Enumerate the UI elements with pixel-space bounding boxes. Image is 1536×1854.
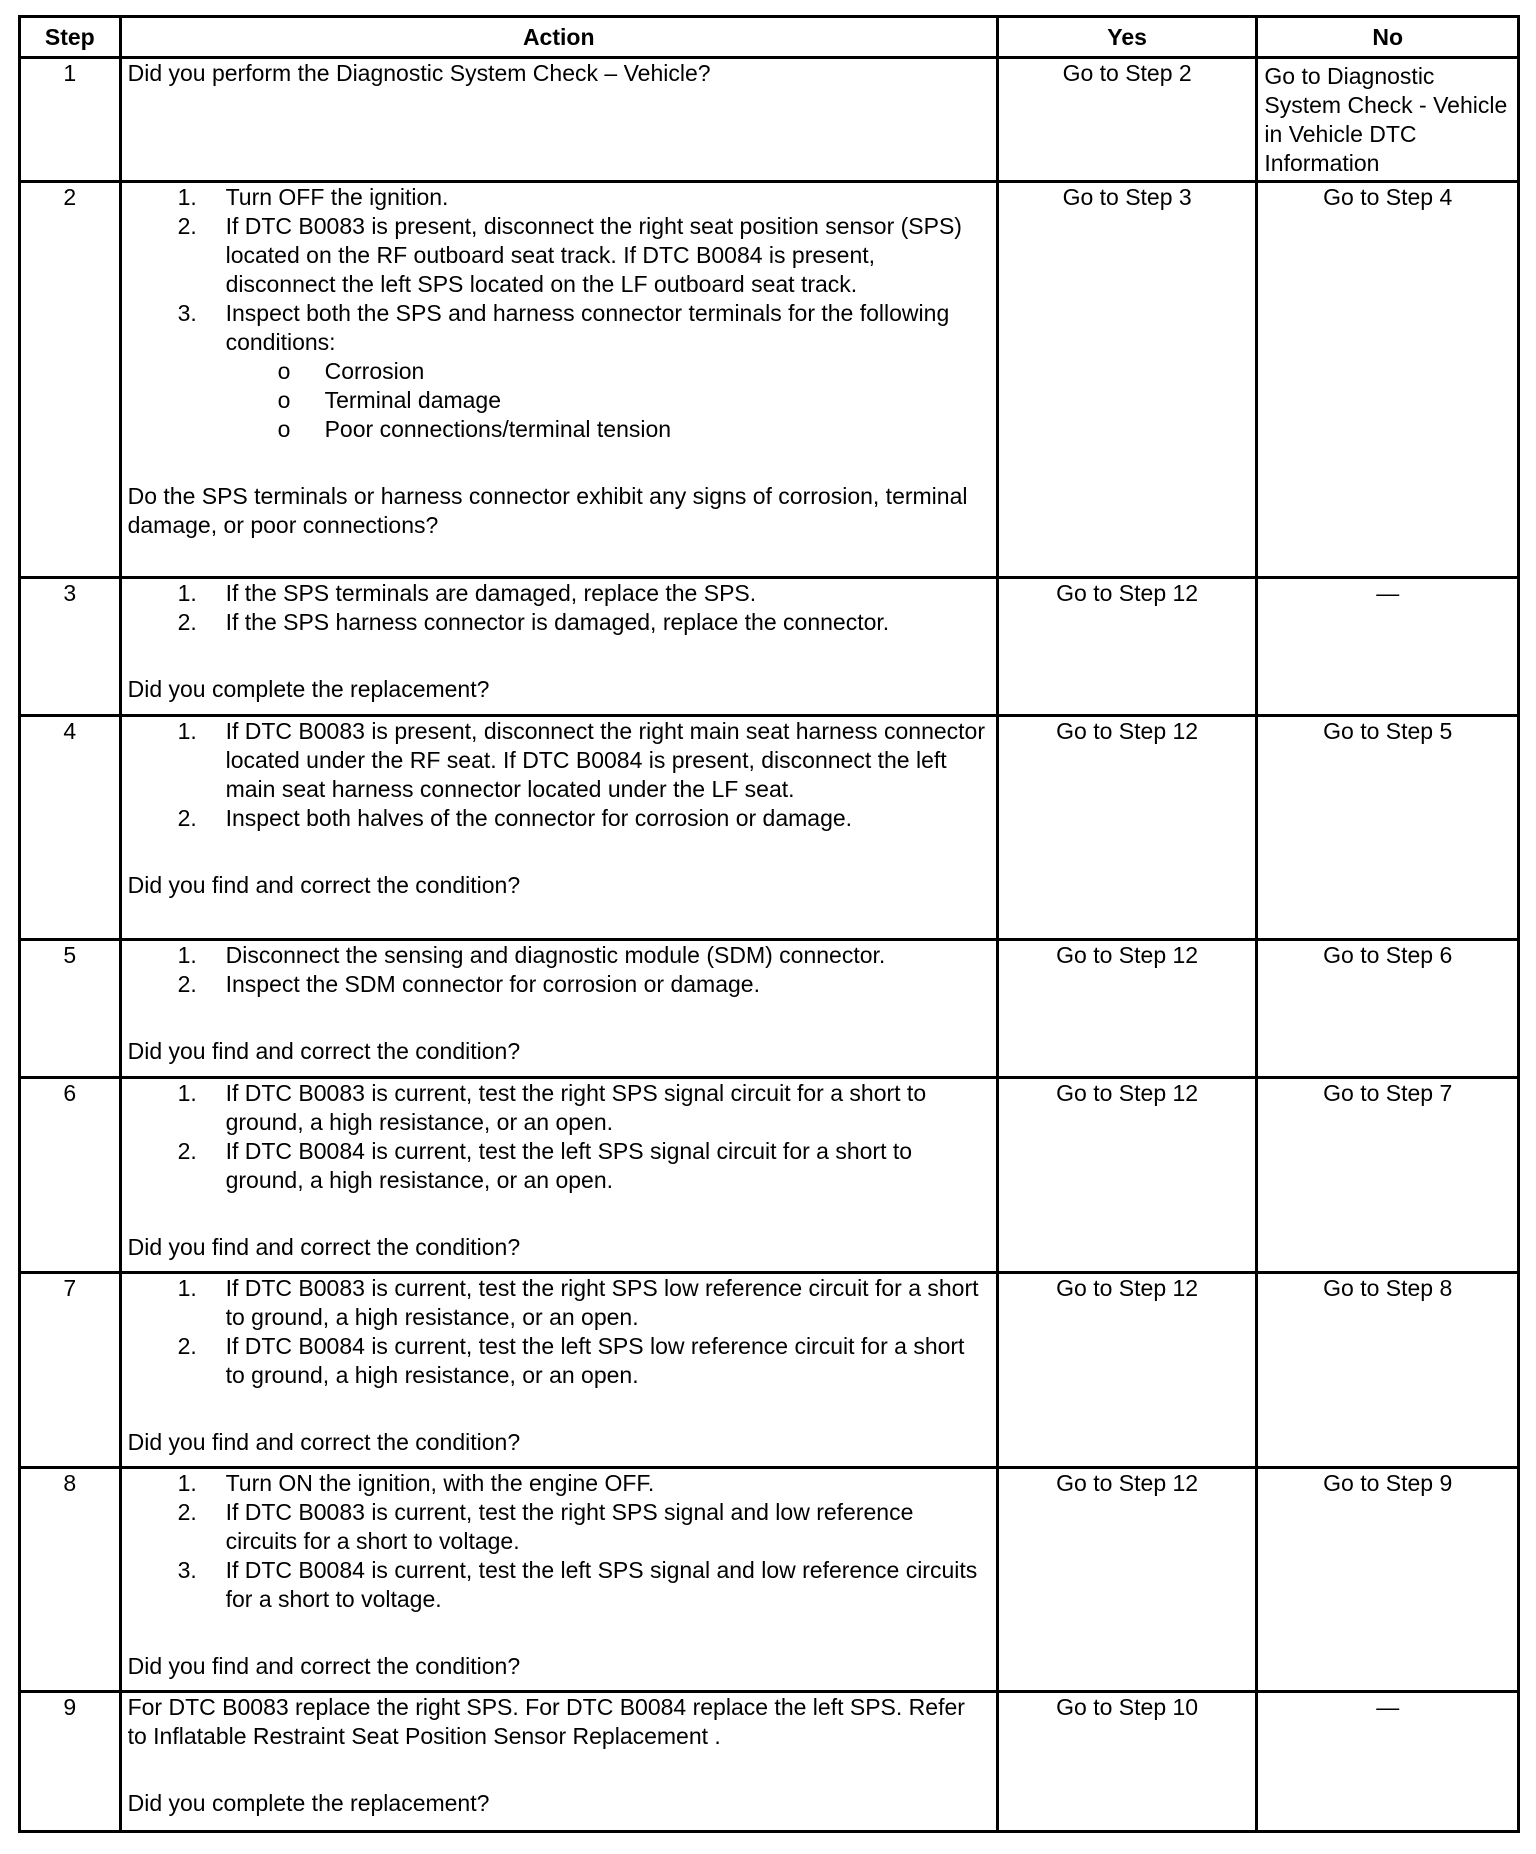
- header-step: Step: [20, 17, 121, 58]
- list-item: 3. Inspect both the SPS and harness connector terminals for the following conditions:: [177, 300, 950, 355]
- list-item: 2. Inspect both halves of the connector for corrosion or damage.: [177, 805, 853, 831]
- table-row-step-2: [20, 182, 1519, 578]
- yes-result: Go to Step 2: [997, 58, 1257, 182]
- step-number: 3: [20, 578, 121, 716]
- table-row-step-8: [20, 1468, 1519, 1692]
- action-list: [128, 1079, 990, 1195]
- action-text: For DTC B0083 replace the right SPS. For DTC B0084 replace the left SPS. Refer to Inflatable Restraint Seat Position Sensor Replacement .: [127, 1694, 965, 1749]
- list-item: 1. If the SPS terminals are damaged, replace the SPS.: [177, 580, 757, 606]
- question-text: Did you complete the replacement?: [127, 676, 490, 702]
- no-result: —: [1257, 578, 1519, 716]
- list-item: o Poor connections/terminal tension: [277, 416, 672, 442]
- table-row-step-9: [20, 1692, 1519, 1832]
- step-number: 6: [20, 1078, 121, 1273]
- step-number: 1: [20, 58, 121, 182]
- list-item: 1. Disconnect the sensing and diagnostic module (SDM) connector.: [177, 942, 886, 968]
- list-item: 2. If DTC B0083 is current, test the right SPS signal and low reference circuits for a short to voltage.: [177, 1499, 914, 1554]
- list-item: 2. If DTC B0084 is current, test the left SPS signal circuit for a short to ground, a high resistance, or an open.: [177, 1138, 913, 1193]
- question-text: Did you find and correct the condition?: [127, 1234, 521, 1260]
- action-cell: [120, 578, 997, 716]
- step-number: 2: [20, 182, 121, 578]
- action-cell: [120, 58, 997, 182]
- yes-result: Go to Step 12: [997, 1078, 1257, 1273]
- action-cell: [120, 1692, 997, 1832]
- list-item: 3. If DTC B0084 is current, test the left SPS signal and low reference circuits for a short to voltage.: [177, 1557, 978, 1612]
- step-number: 9: [20, 1692, 121, 1832]
- yes-result: Go to Step 12: [997, 1273, 1257, 1468]
- condition-list: [128, 357, 990, 444]
- action-cell: [120, 182, 997, 578]
- action-list: [128, 1274, 990, 1390]
- action-cell: [120, 1468, 997, 1692]
- no-result: —: [1257, 1692, 1519, 1832]
- question-text: Did you find and correct the condition?: [127, 1038, 521, 1064]
- question-text: Did you find and correct the condition?: [127, 872, 521, 898]
- question-text: Do the SPS terminals or harness connector exhibit any signs of corrosion, terminal damage, or poor connections?: [127, 483, 968, 538]
- list-item: 1. If DTC B0083 is current, test the right SPS low reference circuit for a short to ground, a high resistance, or an open.: [177, 1275, 979, 1330]
- no-result: Go to Step 8: [1257, 1273, 1519, 1468]
- list-item: 2. Inspect the SDM connector for corrosion or damage.: [177, 971, 760, 997]
- list-item: 1. If DTC B0083 is present, disconnect the right main seat harness connector located under the RF seat. If DTC B0084 is present, disconnect the left main seat harness connector located under the LF seat.: [177, 718, 985, 802]
- table-row-step-3: [20, 578, 1519, 716]
- action-list: [128, 579, 990, 637]
- list-item: o Terminal damage: [277, 387, 502, 413]
- header-action: Action: [120, 17, 997, 58]
- list-item: 2. If the SPS harness connector is damaged, replace the connector.: [177, 609, 890, 635]
- step-number: 4: [20, 716, 121, 940]
- table-row-step-6: [20, 1078, 1519, 1273]
- yes-result: Go to Step 12: [997, 578, 1257, 716]
- table-row-step-1: [20, 58, 1519, 182]
- action-list: [128, 183, 990, 357]
- table-row-step-7: [20, 1273, 1519, 1468]
- list-item: 1. Turn ON the ignition, with the engine OFF.: [177, 1470, 655, 1496]
- yes-result: Go to Step 12: [997, 940, 1257, 1078]
- no-result: Go to Step 4: [1257, 182, 1519, 578]
- action-cell: [120, 1078, 997, 1273]
- no-result: Go to Step 7: [1257, 1078, 1519, 1273]
- header-yes: Yes: [997, 17, 1257, 58]
- diagnostic-page: [18, 15, 1520, 1833]
- action-list: [128, 1469, 990, 1614]
- question-text: Did you find and correct the condition?: [127, 1653, 521, 1679]
- table-row-step-5: [20, 940, 1519, 1078]
- step-number: 5: [20, 940, 121, 1078]
- no-result: Go to Step 6: [1257, 940, 1519, 1078]
- table-row-step-4: [20, 716, 1519, 940]
- step-number: 7: [20, 1273, 121, 1468]
- action-text: Did you perform the Diagnostic System Check – Vehicle?: [127, 60, 711, 86]
- list-item: 2. If DTC B0084 is current, test the left SPS low reference circuit for a short to ground, a high resistance, or an open.: [177, 1333, 965, 1388]
- action-cell: [120, 1273, 997, 1468]
- list-item: o Corrosion: [277, 358, 425, 384]
- list-item: 1. If DTC B0083 is current, test the right SPS signal circuit for a short to ground, a high resistance, or an open.: [177, 1080, 927, 1135]
- action-cell: [120, 716, 997, 940]
- no-result: Go to Step 5: [1257, 716, 1519, 940]
- header-row: [20, 17, 1519, 58]
- no-result: Go to Step 9: [1257, 1468, 1519, 1692]
- list-item: 2. If DTC B0083 is present, disconnect the right seat position sensor (SPS) located on the RF outboard seat track. If DTC B0084 is present, disconnect the left SPS located on the LF outboard seat track.: [177, 213, 962, 297]
- diagnostic-table: [18, 15, 1520, 1833]
- action-list: [128, 717, 990, 833]
- header-no: No: [1257, 17, 1519, 58]
- question-text: Did you complete the replacement?: [127, 1790, 490, 1816]
- yes-result: Go to Step 10: [997, 1692, 1257, 1832]
- action-cell: [120, 940, 997, 1078]
- yes-result: Go to Step 12: [997, 1468, 1257, 1692]
- no-result: Go to Diagnostic System Check - Vehicle in Vehicle DTC Information: [1257, 58, 1519, 182]
- yes-result: Go to Step 3: [997, 182, 1257, 578]
- step-number: 8: [20, 1468, 121, 1692]
- action-list: [128, 941, 990, 999]
- list-item: 1. Turn OFF the ignition.: [177, 184, 449, 210]
- yes-result: Go to Step 12: [997, 716, 1257, 940]
- question-text: Did you find and correct the condition?: [127, 1429, 521, 1455]
